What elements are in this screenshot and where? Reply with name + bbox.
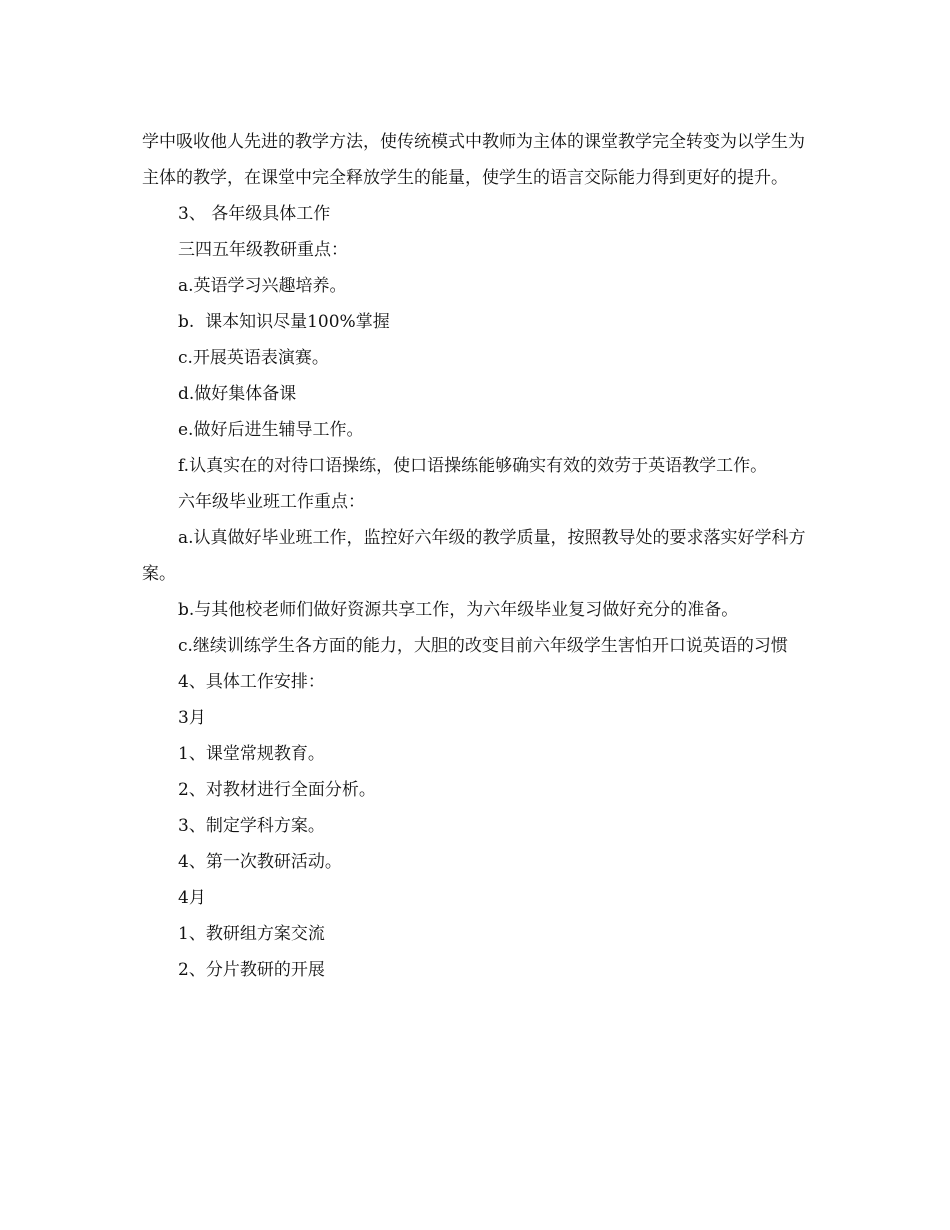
list-item: f.认真实在的对待口语操练，使口语操练能够确实有效的效劳于英语教学工作。 xyxy=(178,456,768,476)
section-heading-schedule: 4、具体工作安排： xyxy=(178,672,325,692)
schedule-item: 1、教研组方案交流 xyxy=(178,924,325,944)
section-heading-grade-work: 3、 各年级具体工作 xyxy=(178,204,331,224)
subheading-grade-3-5: 三四五年级教研重点： xyxy=(178,240,348,260)
schedule-item: 2、对教材进行全面分析。 xyxy=(178,780,376,800)
subheading-grade-6: 六年级毕业班工作重点： xyxy=(178,492,365,512)
list-item: c.继续训练学生各方面的能力，大胆的改变目前六年级学生害怕开口说英语的习惯 xyxy=(178,636,788,656)
list-item: d.做好集体备课 xyxy=(178,384,297,404)
list-item: b. 课本知识尽量100%掌握 xyxy=(178,312,390,332)
schedule-item: 3、制定学科方案。 xyxy=(178,816,325,836)
schedule-item: 4、第一次教研活动。 xyxy=(178,852,342,872)
list-item: a.认真做好毕业班工作，监控好六年级的教学质量，按照教导处的要求落实好学科方案。 xyxy=(142,528,806,584)
paragraph-continuation: 学中吸收他人先进的教学方法，使传统模式中教师为主体的课堂教学完全转变为以学生为主体的教学，在课堂中完全释放学生的能量，使学生的语言交际能力得到更好的提升。 xyxy=(142,132,805,188)
document-body xyxy=(142,124,812,988)
schedule-item: 2、分片教研的开展 xyxy=(178,960,325,980)
list-item: b.与其他校老师们做好资源共享工作，为六年级毕业复习做好充分的准备。 xyxy=(178,600,739,620)
month-heading-april: 4月 xyxy=(178,888,206,908)
list-item: e.做好后进生辅导工作。 xyxy=(178,420,364,440)
list-item: a.英语学习兴趣培养。 xyxy=(178,276,347,296)
month-heading-march: 3月 xyxy=(178,708,206,728)
schedule-item: 1、课堂常规教育。 xyxy=(178,744,325,764)
list-item: c.开展英语表演赛。 xyxy=(178,348,329,368)
